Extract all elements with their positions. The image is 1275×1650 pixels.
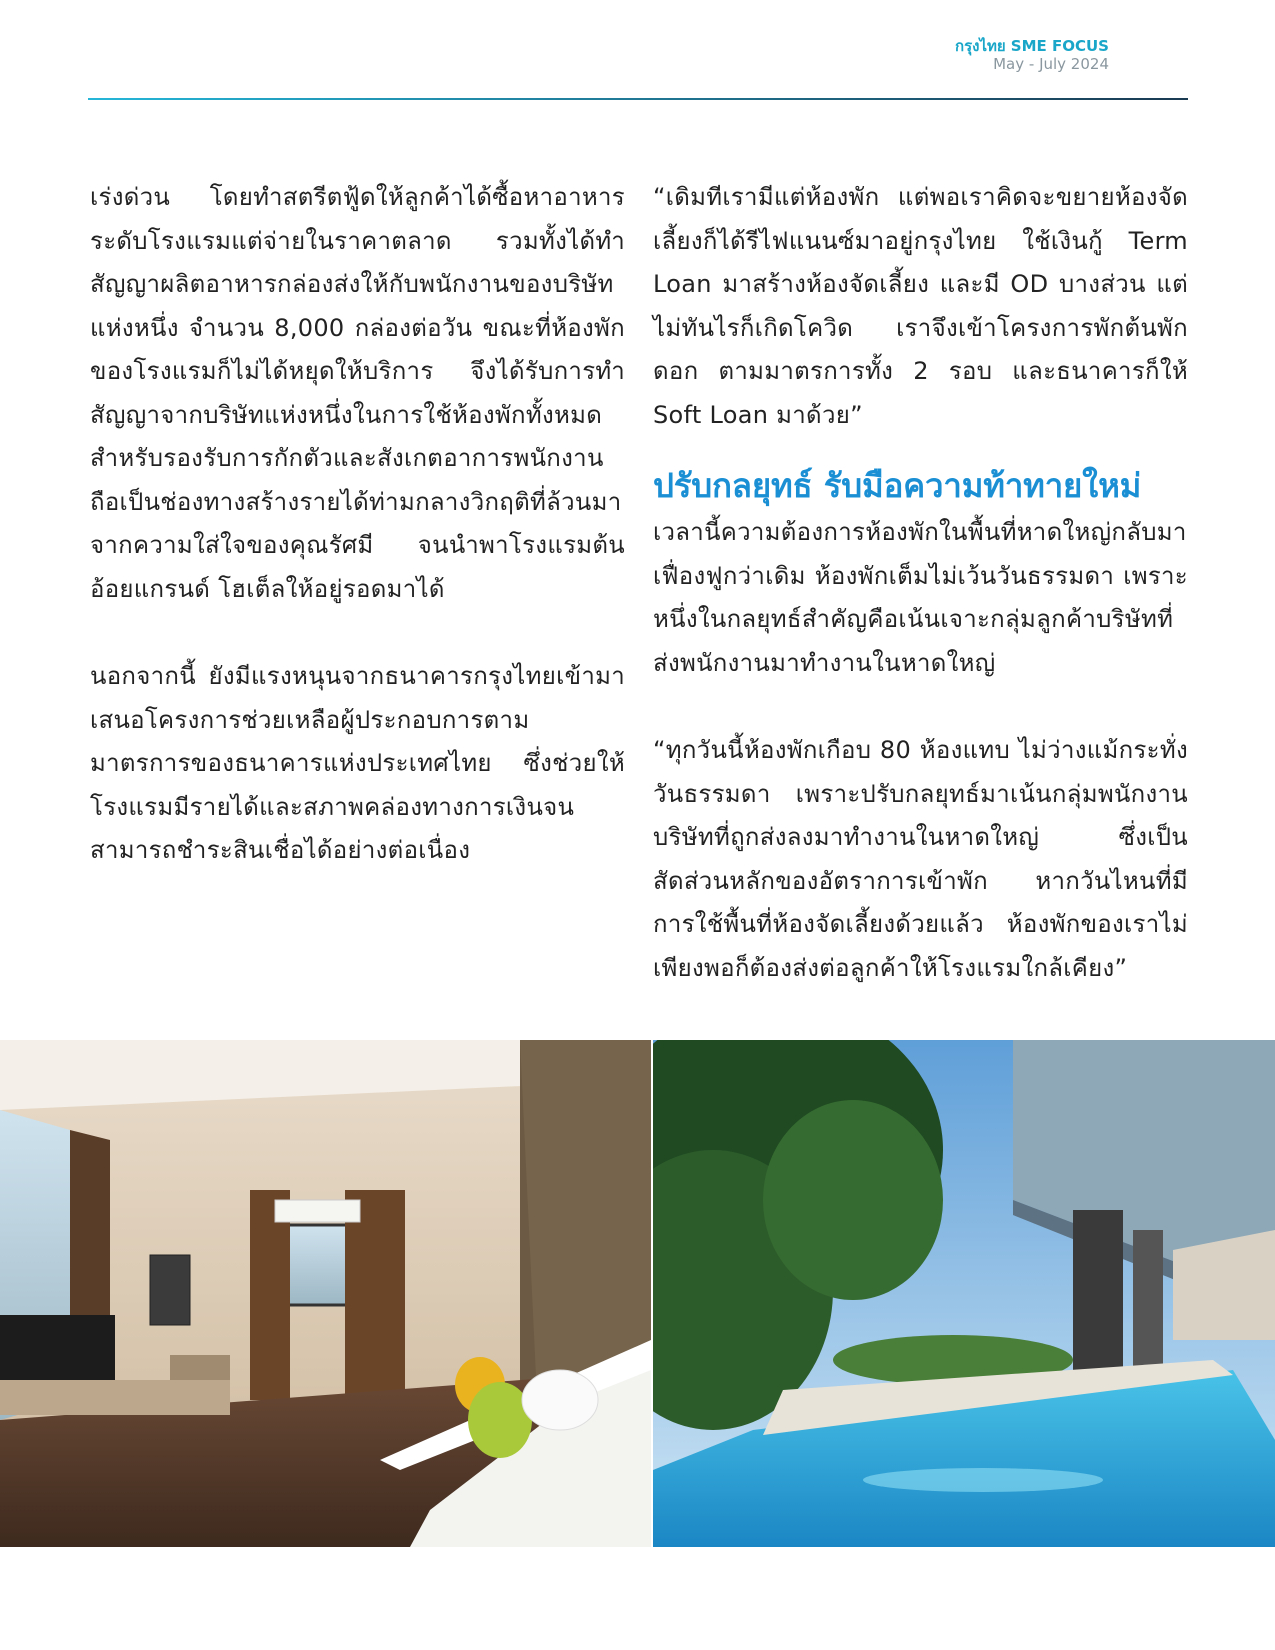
hotel-pool-photo <box>653 1040 1275 1547</box>
hotel-pool-illustration <box>653 1040 1275 1547</box>
issue-date: May - July 2024 <box>993 55 1109 74</box>
brand-thai: กรุงไทย <box>955 37 1006 55</box>
brand-sme-focus: SME FOCUS <box>1010 37 1109 55</box>
body-paragraph-2: นอกจากนี้ ยังมีแรงหนุนจากธนาคารกรุงไทยเข้ามาเสนอโครงการช่วยเหลือผู้ประกอบการตามมาตรการของธนาคารแห่งประเทศไทย ซึ่งช่วยให้โรงแรมมีรายได้และสภาพคล่องทางการเงินจนสามารถชำระสินเชื่อได้อย่างต่อเนื่อง <box>90 662 625 864</box>
quote-1: “เดิมทีเรามีแต่ห้องพัก แต่พอเราคิดจะขยายห้องจัดเลี้ยงก็ได้รีไฟแนนซ์มาอยู่กรุงไทย ใช้เงินกู้ Term Loan มาสร้างห้องจัดเลี้ยง และมี OD บางส่วน แต่ไม่ทันไรก็เกิดโควิด เราจึงเข้าโครงการพักต้นพักดอก ตามมาตรการทั้ง 2 รอบ และธนาคารก็ให้ Soft Loan มาด้วย” <box>653 183 1188 429</box>
header-divider <box>88 98 1188 100</box>
body-paragraph-1: เร่งด่วน โดยทำสตรีตฟู้ดให้ลูกค้าได้ซื้อหาอาหารระดับโรงแรมแต่จ่ายในราคาตลาด รวมทั้งได้ทำสัญญาผลิตอาหารกล่องส่งให้กับพนักงานของบริษัทแห่งหนึ่ง จำนวน 8,000 กล่องต่อวัน ขณะที่ห้องพักของโรงแรมก็ไม่ได้หยุดให้บริการ จึงได้รับการทำสัญญาจากบริษัทแห่งหนึ่งในการใช้ห้องพักทั้งหมดสำหรับรองรับการกักตัวและสังเกตอาการพนักงาน ถือเป็นช่องทางสร้างรายได้ท่ามกลางวิกฤติที่ล้วนมาจากความใส่ใจของคุณรัศมี จนนำพาโรงแรมต้นอ้อยแกรนด์ โฮเต็ลให้อยู่รอดมาได้ <box>90 183 625 603</box>
left-column <box>90 176 625 873</box>
quote-2: “ทุกวันนี้ห้องพักเกือบ 80 ห้องแทบ ไม่ว่างแม้กระทั่งวันธรรมดา เพราะปรับกลยุทธ์มาเน้นกลุ่มพนักงานบริษัทที่ถูกส่งลงมาทำงานในหาดใหญ่ ซึ่งเป็นสัดส่วนหลักของอัตราการเข้าพัก หากวันไหนที่มีการใช้พื้นที่ห้องจัดเลี้ยงด้วยแล้ว ห้องพักของเราไม่เพียงพอก็ต้องส่งต่อลูกค้าให้โรงแรมใกล้เคียง” <box>653 736 1188 982</box>
hotel-room-photo <box>0 1040 651 1547</box>
right-column <box>653 176 1188 990</box>
hotel-room-illustration <box>0 1040 651 1547</box>
brand-line <box>955 36 1109 55</box>
section-heading: ปรับกลยุทธ์ รับมือความท้าทายใหม่ <box>653 466 1142 505</box>
page-header <box>955 36 1109 73</box>
body-paragraph-3: เวลานี้ความต้องการห้องพักในพื้นที่หาดใหญ่กลับมาเฟื่องฟูกว่าเดิม ห้องพักเต็มไม่เว้นวันธรรมดา เพราะหนึ่งในกลยุทธ์สำคัญคือเน้นเจาะกลุ่มลูกค้าบริษัทที่ส่งพนักงานมาทำงานในหาดใหญ่ <box>653 518 1188 677</box>
